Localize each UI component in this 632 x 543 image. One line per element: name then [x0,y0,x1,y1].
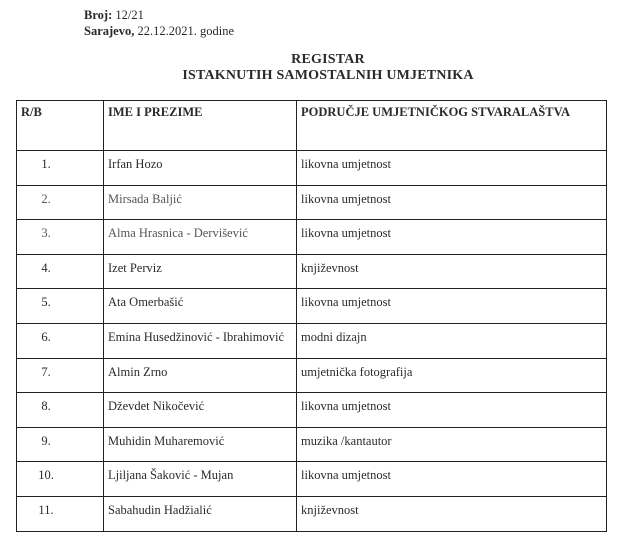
row-number-cell: 2. [17,185,104,220]
table-row [17,220,607,255]
artistic-area-cell: likovna umjetnost [297,151,607,186]
place-label: Sarajevo, [84,24,135,38]
artistic-area-cell: likovna umjetnost [297,289,607,324]
row-number-cell: 5. [17,289,104,324]
artist-name-cell: Irfan Hozo [104,151,297,186]
table-row [17,151,607,186]
artistic-area-cell: umjetnička fotografija [297,358,607,393]
document-title: REGISTAR [291,52,365,67]
reference-number-label: Broj: [84,8,113,22]
artist-name-cell: Almin Zrno [104,358,297,393]
table-body [17,151,607,532]
table-row [17,393,607,428]
artistic-area-cell: likovna umjetnost [297,393,607,428]
table-row [17,496,607,531]
document-subtitle: ISTAKNUTIH SAMOSTALNIH UMJETNIKA [182,68,474,83]
artist-name-cell: Sabahudin Hadžialić [104,496,297,531]
artists-register-table [16,100,607,532]
artistic-area-cell: književnost [297,254,607,289]
column-header-rb: R/B [17,101,104,151]
table-header-row [17,101,607,151]
document-header [84,7,234,39]
table-row [17,289,607,324]
column-header-area: PODRUČJE UMJETNIČKOG STVARALAŠTVA [297,101,607,151]
artist-name-cell: Muhidin Muharemović [104,427,297,462]
table-row [17,358,607,393]
artistic-area-cell: muzika /kantautor [297,427,607,462]
row-number-cell: 4. [17,254,104,289]
table-row [17,185,607,220]
table-row [17,254,607,289]
artistic-area-cell: likovna umjetnost [297,462,607,497]
date-value: 22.12.2021. godine [137,24,234,38]
column-header-name: IME I PREZIME [104,101,297,151]
reference-number-line [84,7,234,23]
row-number-cell: 10. [17,462,104,497]
row-number-cell: 7. [17,358,104,393]
artistic-area-cell: književnost [297,496,607,531]
row-number-cell: 1. [17,151,104,186]
reference-number-value: 12/21 [115,8,144,22]
table-row [17,323,607,358]
artist-name-cell: Ljiljana Šaković - Mujan [104,462,297,497]
artist-name-cell: Ata Omerbašić [104,289,297,324]
artistic-area-cell: likovna umjetnost [297,220,607,255]
place-date-line [84,23,234,39]
artist-name-cell: Mirsada Baljić [104,185,297,220]
artist-name-cell: Emina Husedžinović - Ibrahimović [104,323,297,358]
artistic-area-cell: modni dizajn [297,323,607,358]
artist-name-cell: Dževdet Nikočević [104,393,297,428]
artist-name-cell: Izet Perviz [104,254,297,289]
artistic-area-cell: likovna umjetnost [297,185,607,220]
row-number-cell: 11. [17,496,104,531]
row-number-cell: 6. [17,323,104,358]
table-row [17,427,607,462]
row-number-cell: 3. [17,220,104,255]
row-number-cell: 8. [17,393,104,428]
table-row [17,462,607,497]
row-number-cell: 9. [17,427,104,462]
artist-name-cell: Alma Hrasnica - Dervišević [104,220,297,255]
